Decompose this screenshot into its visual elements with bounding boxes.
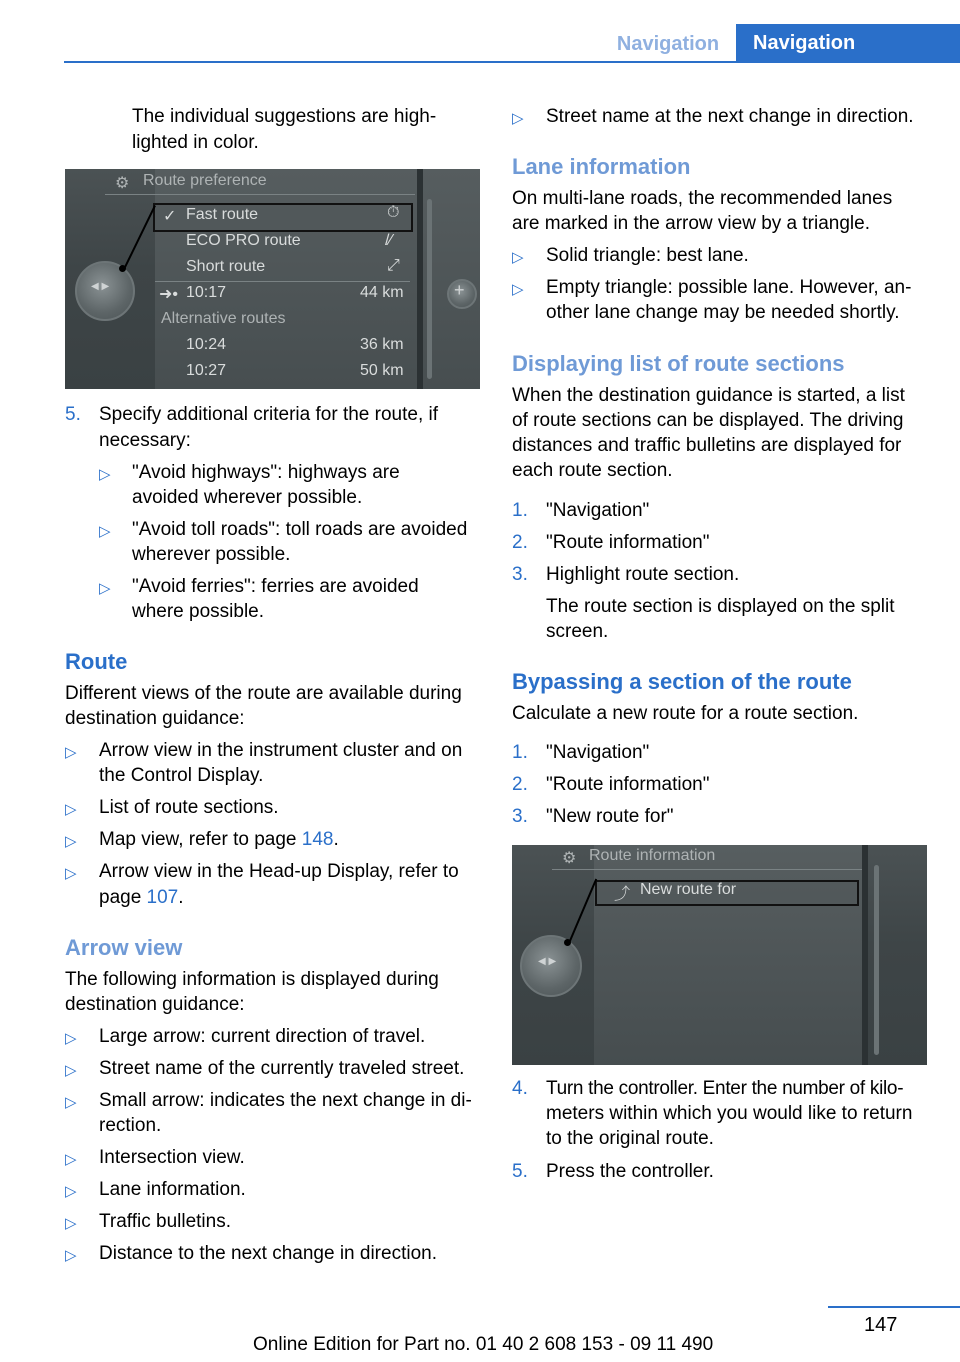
arrow-bullet-1: Large arrow: current direction of travel. bbox=[99, 1026, 426, 1047]
lane-bullet-2-line-1: Empty triangle: possible lane. However, an- bbox=[546, 277, 912, 298]
route-bullet-1-line-2: the Control Display. bbox=[99, 765, 264, 786]
list-step-3-line-2: The route section is displayed on the split bbox=[546, 596, 895, 617]
lane-bullet-2-line-2: other lane change may be needed shortly. bbox=[546, 302, 900, 323]
list-step-3-line-1: Highlight route section. bbox=[546, 564, 740, 585]
arrow-bullet-6: Traffic bulletins. bbox=[99, 1211, 231, 1232]
page-link-148[interactable]: 148 bbox=[301, 829, 334, 850]
bullet-triangle-icon: ▷ bbox=[512, 110, 524, 127]
eco-icon: /⁄ bbox=[385, 232, 393, 249]
check-icon: ✓ bbox=[163, 208, 177, 225]
final-step-5-number: 5. bbox=[512, 1161, 528, 1182]
screen-settings-icon: ⚙ bbox=[115, 175, 130, 192]
list-step-1: "Navigation" bbox=[546, 500, 650, 521]
bullet-triangle-icon: ▷ bbox=[65, 1183, 77, 1200]
arrow-bullet-3-line-1: Small arrow: indicates the next change in di- bbox=[99, 1090, 472, 1111]
lane-intro-line-2: are marked in the arrow view by a triangle. bbox=[512, 213, 870, 234]
bypass-step-1: "Navigation" bbox=[546, 742, 650, 763]
bullet-triangle-icon: ▷ bbox=[65, 1151, 77, 1168]
arrow-bullet-3-line-2: rection. bbox=[99, 1115, 162, 1136]
route-time-3: 10:27 bbox=[186, 362, 227, 379]
arrow-icon: ➜• bbox=[159, 286, 179, 303]
bullet-triangle-icon: ▷ bbox=[65, 1247, 77, 1264]
route-edit-icon: ⤴ bbox=[614, 886, 631, 903]
lane-bullet-1: Solid triangle: best lane. bbox=[546, 245, 749, 266]
bullet-triangle-icon: ▷ bbox=[512, 249, 524, 266]
lane-info-heading: Lane information bbox=[512, 154, 691, 179]
bullet-triangle-icon: ▷ bbox=[65, 833, 77, 850]
avoid-highways-line-2: avoided wherever possible. bbox=[132, 487, 363, 508]
bullet-triangle-icon: ▷ bbox=[65, 1062, 77, 1079]
header-rule bbox=[64, 61, 960, 63]
edition-footer: Online Edition for Part no. 01 40 2 608 153 - 09 11 490 bbox=[253, 1334, 714, 1355]
step-5-line-1: Specify additional criteria for the route, if bbox=[99, 404, 439, 425]
list-step-3-number: 3. bbox=[512, 564, 528, 585]
arrow-intro-line-2: destination guidance: bbox=[65, 994, 245, 1015]
bullet-triangle-icon: ▷ bbox=[65, 1030, 77, 1047]
lane-intro-line-1: On multi-lane roads, the recommended lanes bbox=[512, 188, 893, 209]
list-intro-line-4: each route section. bbox=[512, 460, 673, 481]
street-name-bullet: Street name at the next change in direction. bbox=[546, 106, 914, 127]
screen2-title: Route information bbox=[589, 847, 716, 864]
step-5-number: 5. bbox=[65, 404, 81, 425]
arrow-bullet-2: Street name of the currently traveled street. bbox=[99, 1058, 465, 1079]
list-intro-line-2: of route sections can be displayed. The driving bbox=[512, 410, 904, 431]
avoid-tolls-line-2: wherever possible. bbox=[132, 544, 291, 565]
route-preference-screenshot: ⚙ Route preference ✓ Fast route ⏱ ECO PRO route /⁄ Short route ⤢ ➜• 10:17 44 km Alternative routes 10:24 36 km 10:27 50 km ◀ ▶ + bbox=[65, 169, 480, 389]
arrow-bullet-5: Lane information. bbox=[99, 1179, 246, 1200]
bypass-intro: Calculate a new route for a route section. bbox=[512, 703, 859, 724]
route-bullet-4-line-1: Arrow view in the Head-up Display, refer to bbox=[99, 861, 459, 882]
arrow-bullet-4: Intersection view. bbox=[99, 1147, 245, 1168]
page-number: 147 bbox=[864, 1314, 898, 1336]
route-information-screenshot: ⚙ Route information ⤴ New route for ◀ ▶ bbox=[512, 845, 927, 1065]
screen-settings-icon: ⚙ bbox=[562, 850, 577, 867]
route-time-2: 10:24 bbox=[186, 336, 227, 353]
route-option-short: Short route bbox=[186, 258, 266, 275]
avoid-highways-line-1: "Avoid highways": highways are bbox=[132, 462, 400, 483]
route-heading: Route bbox=[65, 649, 128, 674]
intro-line-2: lighted in color. bbox=[132, 132, 259, 153]
screen2-new-route-for: New route for bbox=[640, 881, 737, 898]
avoid-ferries-line-2: where possible. bbox=[132, 601, 265, 622]
bypass-step-2: "Route information" bbox=[546, 774, 710, 795]
list-step-2: "Route information" bbox=[546, 532, 710, 553]
step-5-line-2: necessary: bbox=[99, 430, 191, 451]
bypass-step-3: "New route for" bbox=[546, 806, 674, 827]
bypass-heading: Bypassing a section of the route bbox=[512, 669, 852, 694]
bullet-triangle-icon: ▷ bbox=[99, 466, 111, 483]
route-intro-line-1: Different views of the route are available during bbox=[65, 683, 462, 704]
bypass-step-2-number: 2. bbox=[512, 774, 528, 795]
bullet-triangle-icon: ▷ bbox=[65, 1094, 77, 1111]
bullet-triangle-icon: ▷ bbox=[99, 580, 111, 597]
clock-icon: ⏱ bbox=[387, 204, 400, 221]
final-step-5: Press the controller. bbox=[546, 1161, 714, 1182]
avoid-tolls-line-1: "Avoid toll roads": toll roads are avoided bbox=[132, 519, 468, 540]
arrow-bullet-7: Distance to the next change in direction. bbox=[99, 1243, 437, 1264]
intro-line-1: The individual suggestions are high- bbox=[132, 106, 437, 127]
route-sections-heading: Displaying list of route sections bbox=[512, 351, 845, 376]
list-intro-line-1: When the destination guidance is started, a list bbox=[512, 385, 905, 406]
route-bullet-1-line-1: Arrow view in the instrument cluster and on bbox=[99, 740, 463, 761]
route-distance-2: 36 km bbox=[360, 336, 404, 353]
route-distance-3: 50 km bbox=[360, 362, 404, 379]
bullet-triangle-icon: ▷ bbox=[65, 1215, 77, 1232]
bullet-triangle-icon: ▷ bbox=[65, 801, 77, 818]
route-option-fast: Fast route bbox=[186, 206, 259, 223]
bullet-triangle-icon: ▷ bbox=[65, 744, 77, 761]
bullet-triangle-icon: ▷ bbox=[512, 281, 524, 298]
page-link-107[interactable]: 107 bbox=[146, 887, 179, 908]
route-bullet-4-line-2: page 107. bbox=[99, 887, 184, 908]
route-time-1: 10:17 bbox=[186, 284, 227, 301]
list-step-1-number: 1. bbox=[512, 500, 528, 521]
route-distance-1: 44 km bbox=[360, 284, 404, 301]
bypass-step-1-number: 1. bbox=[512, 742, 528, 763]
bullet-triangle-icon: ▷ bbox=[99, 523, 111, 540]
list-step-3-line-3: screen. bbox=[546, 621, 609, 642]
screen1-title: Route preference bbox=[143, 172, 267, 189]
final-step-4-number: 4. bbox=[512, 1078, 528, 1099]
final-step-4-line-2: meters within which you would like to return bbox=[546, 1103, 913, 1124]
alternative-routes-label: Alternative routes bbox=[161, 310, 286, 327]
list-intro-line-3: distances and traffic bulletins are displayed for bbox=[512, 435, 902, 456]
final-step-4-line-1: Turn the controller. Enter the number of kilo- bbox=[546, 1078, 904, 1099]
route-option-eco: ECO PRO route bbox=[186, 232, 301, 249]
bypass-step-3-number: 3. bbox=[512, 806, 528, 827]
arrow-intro-line-1: The following information is displayed during bbox=[65, 969, 439, 990]
header-section-tab: Navigation bbox=[736, 24, 960, 61]
footer-rule bbox=[828, 1306, 960, 1308]
avoid-ferries-line-1: "Avoid ferries": ferries are avoided bbox=[132, 576, 419, 597]
final-step-4-line-3: to the original route. bbox=[546, 1128, 714, 1149]
route-bullet-2: List of route sections. bbox=[99, 797, 279, 818]
bullet-triangle-icon: ▷ bbox=[65, 865, 77, 882]
list-step-2-number: 2. bbox=[512, 532, 528, 553]
route-intro-line-2: destination guidance: bbox=[65, 708, 245, 729]
short-route-icon: ⤢ bbox=[387, 257, 400, 274]
arrow-view-heading: Arrow view bbox=[65, 935, 183, 960]
header-section-label: Navigation bbox=[616, 33, 720, 55]
route-bullet-3: Map view, refer to page 148. bbox=[99, 829, 339, 850]
